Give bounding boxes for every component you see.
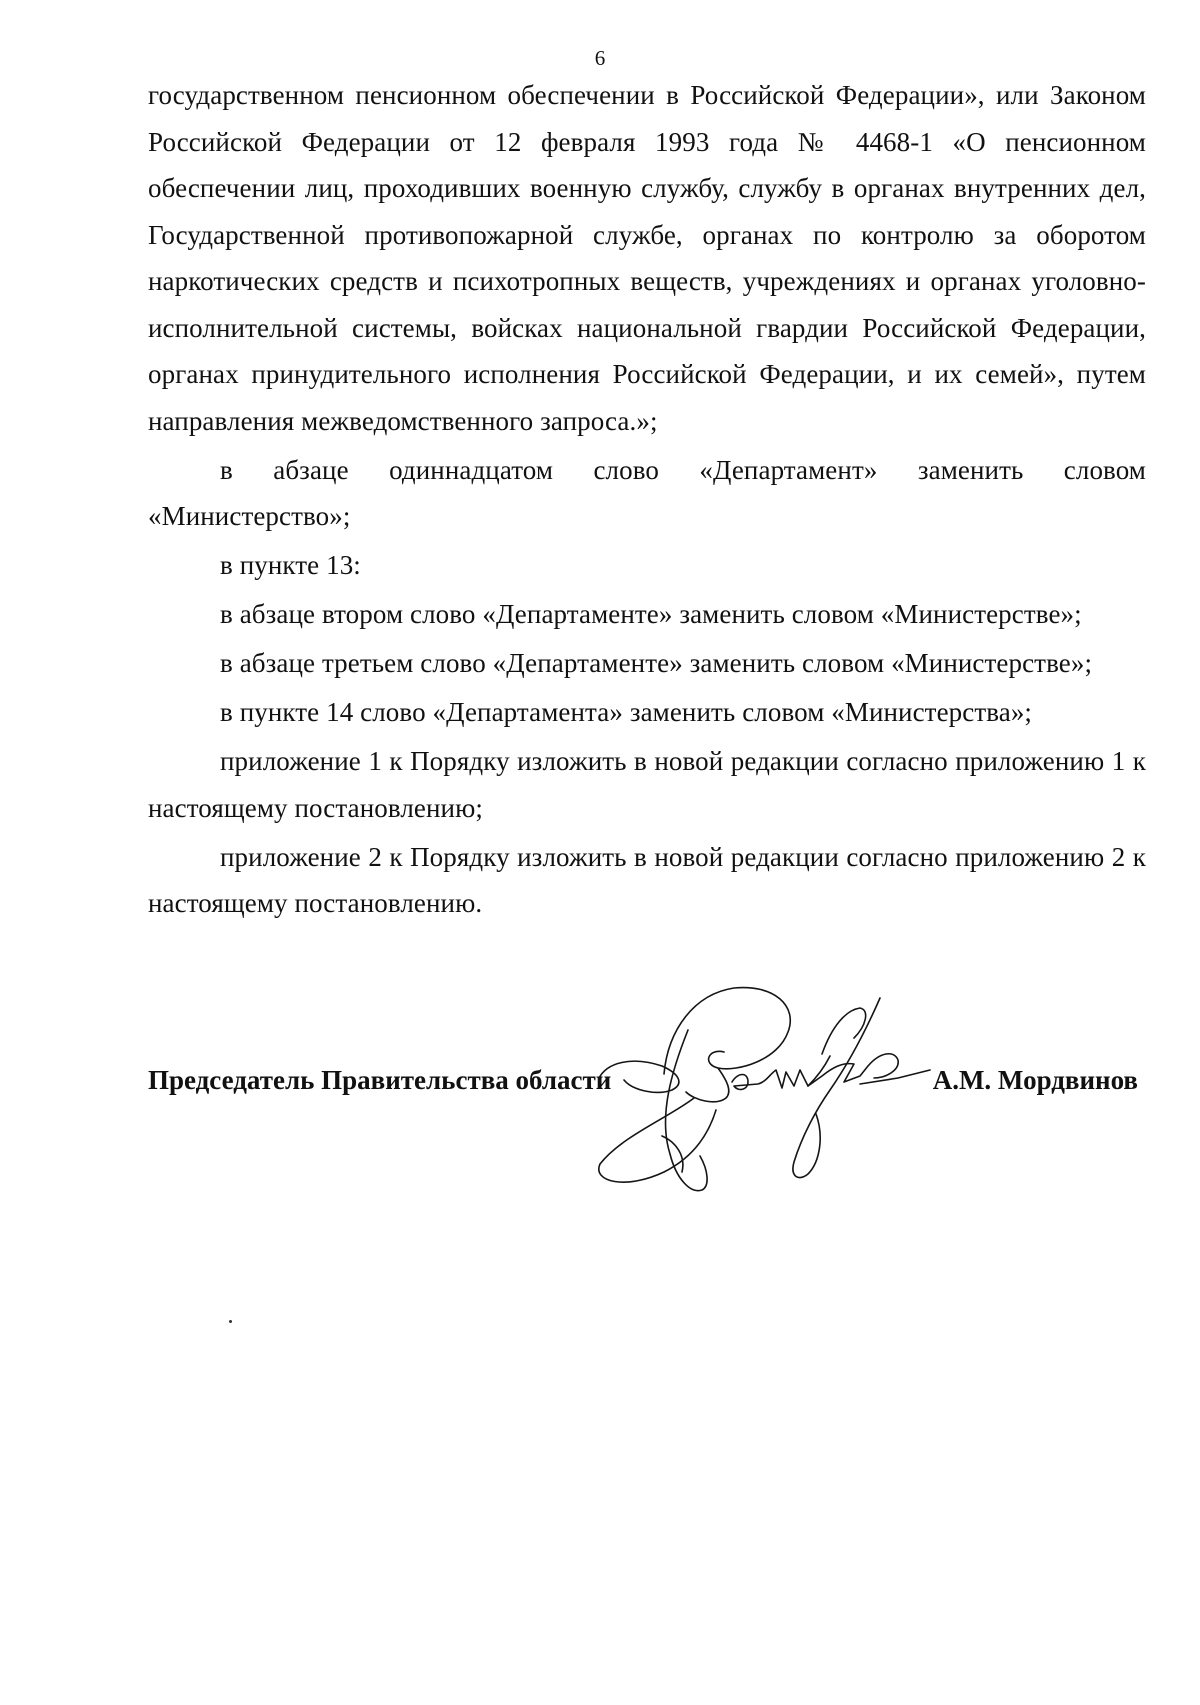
signature-stroke [686,1068,729,1102]
signature-stroke [665,1030,707,1191]
document-body [148,72,1146,927]
paragraph-item-13: в пункте 13: [220,550,361,580]
paragraph-eleventh-abzac: в абзаце одиннадцатом слово «Департамент» заменить словом «Министерство»; [148,454,1146,531]
signature-stroke [599,1098,716,1182]
signature-stroke [822,1008,866,1054]
signature-stroke [860,1070,930,1084]
paragraph-appendix-1: приложение 1 к Порядку изложить в новой редакции согласно приложению 1 к настоящему постановлению; [148,746,1146,823]
handwritten-signature [598,986,944,1204]
paragraph-item-14: в пункте 14 слово «Департамента» заменить словом «Министерства»; [220,697,1033,727]
paragraph-pension-law-reference: государственном пенсионном обеспечении в Российской Федерации», или Законом Российской Федерации от 12 февраля 1993 года № 4468-1 «О пенсионном обеспечении лиц, проходивших военную службу, службу в органах внутренних дел, Государственной противопожарной службе, органах по контролю за оборотом наркотических средств и психотропных веществ, учреждениях и органах уголовно-исполнительной системы, войсках национальной гвардии Российской Федерации, органах принудительного исполнения Российской Федерации, и их семей», путем направления межведомственного запроса.»; [148,80,1146,436]
paragraph-third-abzac: в абзаце третьем слово «Департаменте» заменить словом «Министерстве»; [220,648,1093,678]
paragraph-second-abzac: в абзаце втором слово «Департаменте» заменить словом «Министерстве»; [220,599,1082,629]
signer-name: А.М. Мордвинов [932,1065,1138,1095]
paragraph-appendix-2: приложение 2 к Порядку изложить в новой редакции согласно приложению 2 к настоящему постановлению. [148,841,1146,918]
signature-stroke [732,1056,830,1089]
signature-stroke [664,988,790,1074]
scan-speck [229,1320,232,1323]
signature-stroke [598,1061,679,1092]
signer-title: Председатель Правительства области [148,1065,612,1095]
page-number: 6 [594,46,606,70]
